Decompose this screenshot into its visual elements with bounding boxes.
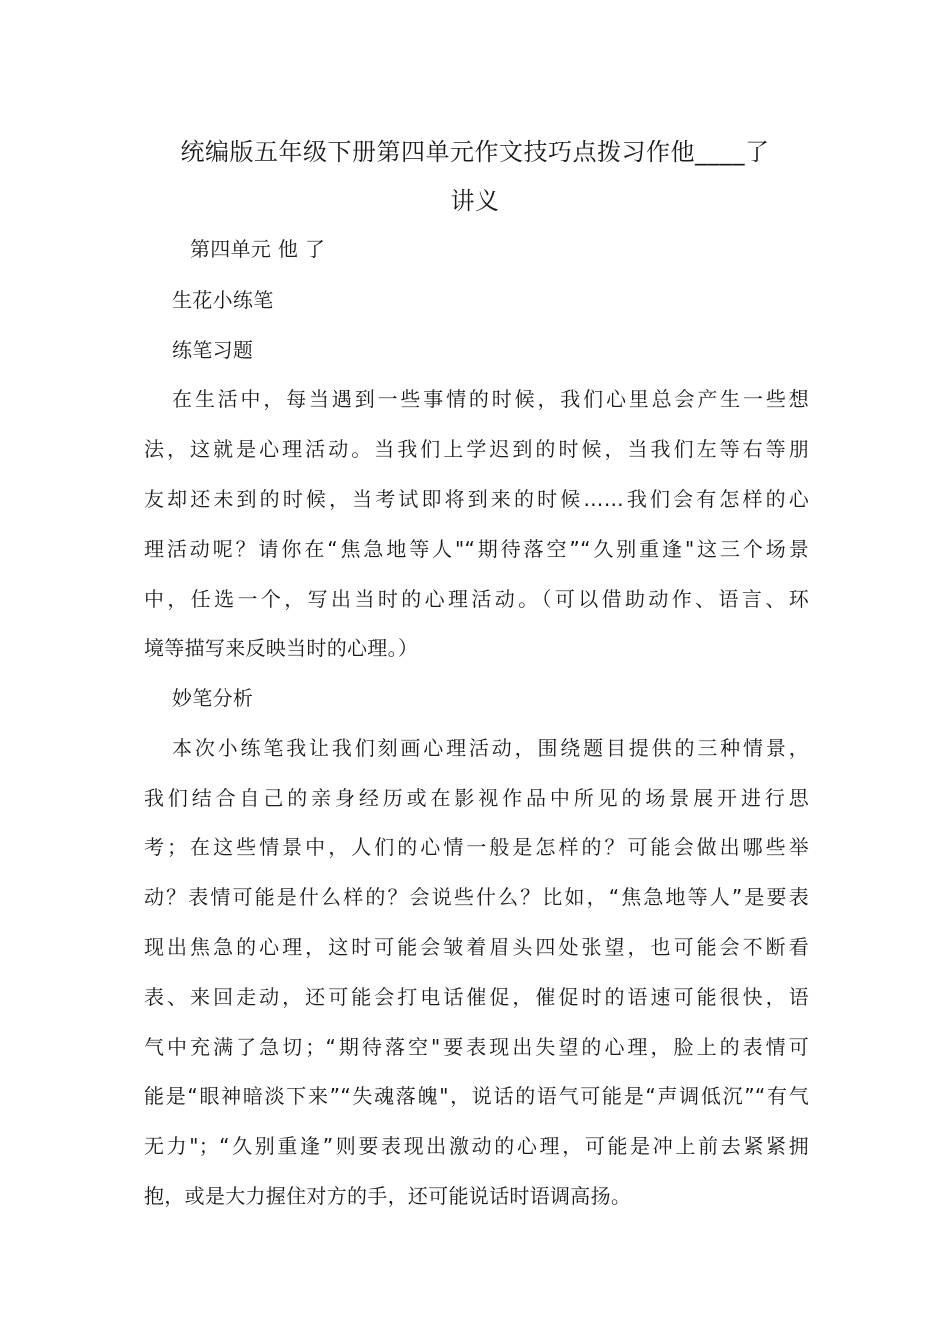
analysis-line: 能是“眼神暗淡下来”“失魂落魄"，说话的语气可能是“声调低沉”“有气 (144, 1084, 809, 1108)
analysis-line: 现出焦急的心理，这时可能会皱着眉头四处张望，也可能会不断看 (144, 935, 809, 959)
exercise-line: 中，任选一个，写出当时的心理活动。（可以借助动作、语言、环 (144, 587, 809, 611)
analysis-line: 考；在这些情景中，人们的心情一般是怎样的？可能会做出哪些举 (144, 835, 809, 859)
analysis-line: 动？表情可能是什么样的？会说些什么？比如，“焦急地等人”是要表 (144, 885, 809, 909)
analysis-line: 气中充满了急切；“期待落空"要表现出失望的心理，脸上的表情可 (144, 1035, 809, 1059)
title-line-1: 统编版五年级下册第四单元作文技巧点拨习作他____了 (180, 138, 770, 166)
analysis-line: 抱，或是大力握住对方的手，还可能说话时语调高扬。 (144, 1184, 632, 1208)
analysis-line: 本次小练笔我让我们刻画心理活动，围绕题目提供的三种情景， (172, 736, 809, 760)
title-line-2: 讲义 (450, 187, 500, 215)
section-heading-practice: 生花小练笔 (172, 288, 274, 312)
exercise-line: 在生活中，每当遇到一些事情的时候，我们心里总会产生一些想 (172, 387, 809, 411)
unit-heading: 第四单元 他 了 (190, 237, 326, 261)
section-heading-exercise: 练笔习题 (172, 338, 254, 362)
exercise-line: 境等描写来反映当时的心理。） (144, 636, 419, 660)
analysis-line: 我们结合自己的亲身经历或在影视作品中所见的场景展开进行思 (144, 786, 809, 810)
analysis-line: 无力"；“久别重逢”则要表现出激动的心理，可能是冲上前去紧紧拥 (144, 1134, 809, 1158)
section-heading-analysis: 妙笔分析 (172, 686, 254, 710)
document-title (140, 128, 810, 226)
exercise-line: 法，这就是心理活动。当我们上学迟到的时候，当我们左等右等朋 (144, 437, 809, 461)
analysis-line: 表、来回走动，还可能会打电话催促，催促时的语速可能很快，语 (144, 985, 809, 1009)
exercise-line: 友却还未到的时候，当考试即将到来的时候……我们会有怎样的心 (144, 487, 809, 511)
exercise-line: 理活动呢？请你在“焦急地等人"“期待落空”“久别重逢"这三个场景 (144, 537, 809, 561)
